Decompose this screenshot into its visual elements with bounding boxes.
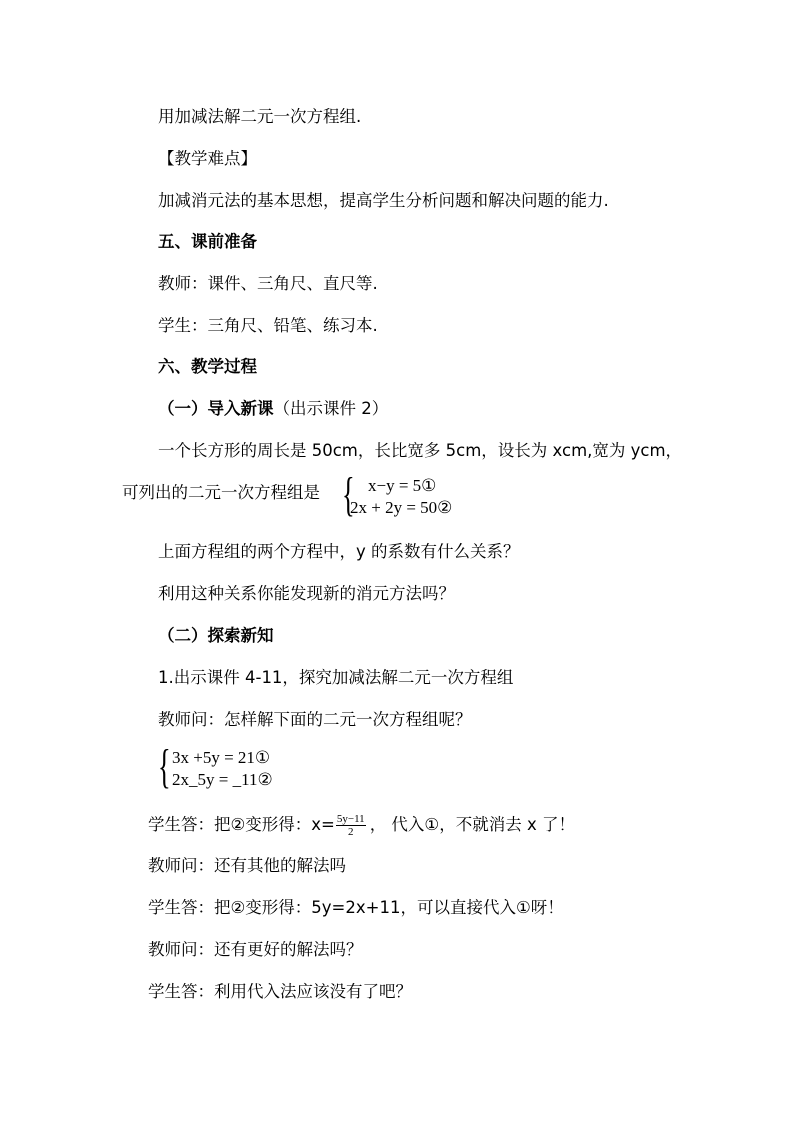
equation-2: 2x + 2y = 50② bbox=[350, 498, 453, 517]
paragraph-courseware: 1.出示课件 4-11，探究加减法解二元一次方程组 bbox=[158, 668, 514, 687]
subheading-introduction bbox=[158, 398, 388, 420]
fraction bbox=[336, 813, 366, 838]
subheading-introduction-title: （一）导入新课 bbox=[158, 399, 274, 418]
paragraph-difficulty: 加减消元法的基本思想，提高学生分析问题和解决问题的能力. bbox=[158, 191, 609, 210]
section-heading-preparation: 五、课前准备 bbox=[158, 232, 257, 251]
section-heading-process: 六、教学过程 bbox=[158, 357, 257, 376]
equation-system-1 bbox=[342, 468, 502, 522]
paragraph-teacher-question-1: 教师问：怎样解下面的二元一次方程组呢？ bbox=[158, 710, 472, 729]
answer-1-suffix: ， 代入①，不就消去 x 了！ bbox=[369, 815, 575, 834]
paragraph-rectangle-problem: 一个长方形的周长是 50cm，长比宽多 5cm，设长为 xcm,宽为 ycm， bbox=[158, 441, 683, 460]
paragraph-teacher-question-2: 教师问：还有其他的解法吗 bbox=[148, 856, 346, 875]
equation-1: 3x +5y = 21① bbox=[172, 748, 271, 767]
paragraph-new-method-question: 利用这种关系你能发现新的消元方法吗？ bbox=[158, 584, 455, 603]
paragraph-method: 用加减法解二元一次方程组. bbox=[158, 107, 362, 126]
paragraph-student-answer-3: 学生答：利用代入法应该没有了吧？ bbox=[148, 982, 412, 1001]
paragraph-coefficient-question: 上面方程组的两个方程中，y 的系数有什么关系？ bbox=[158, 542, 520, 561]
equation-system-2 bbox=[158, 740, 318, 794]
fraction-numerator: 5y−11 bbox=[336, 813, 365, 825]
fraction-denominator: 2 bbox=[348, 826, 354, 838]
paragraph-system-intro: 可列出的二元一次方程组是 bbox=[122, 483, 320, 502]
paragraph-student-materials: 学生：三角尺、铅笔、练习本. bbox=[158, 316, 378, 335]
equation-1: x−y = 5① bbox=[368, 476, 437, 495]
brace-symbol: { bbox=[158, 740, 171, 793]
subheading-introduction-note: （出示课件 2） bbox=[273, 399, 389, 418]
answer-1-prefix: 学生答：把②变形得：x= bbox=[148, 815, 335, 834]
paragraph-student-answer-1 bbox=[148, 813, 575, 838]
paragraph-teacher-question-3: 教师问：还有更好的解法吗？ bbox=[148, 940, 363, 959]
paragraph-teacher-materials: 教师：课件、三角尺、直尺等. bbox=[158, 274, 378, 293]
subheading-explore: （二）探索新知 bbox=[158, 626, 274, 645]
paragraph-student-answer-2: 学生答：把②变形得：5y=2x+11，可以直接代入①呀！ bbox=[148, 898, 564, 917]
equation-2: 2x_5y = _11② bbox=[172, 770, 273, 789]
heading-difficulty: 【教学难点】 bbox=[158, 149, 257, 168]
brace-symbol: { bbox=[342, 468, 355, 521]
